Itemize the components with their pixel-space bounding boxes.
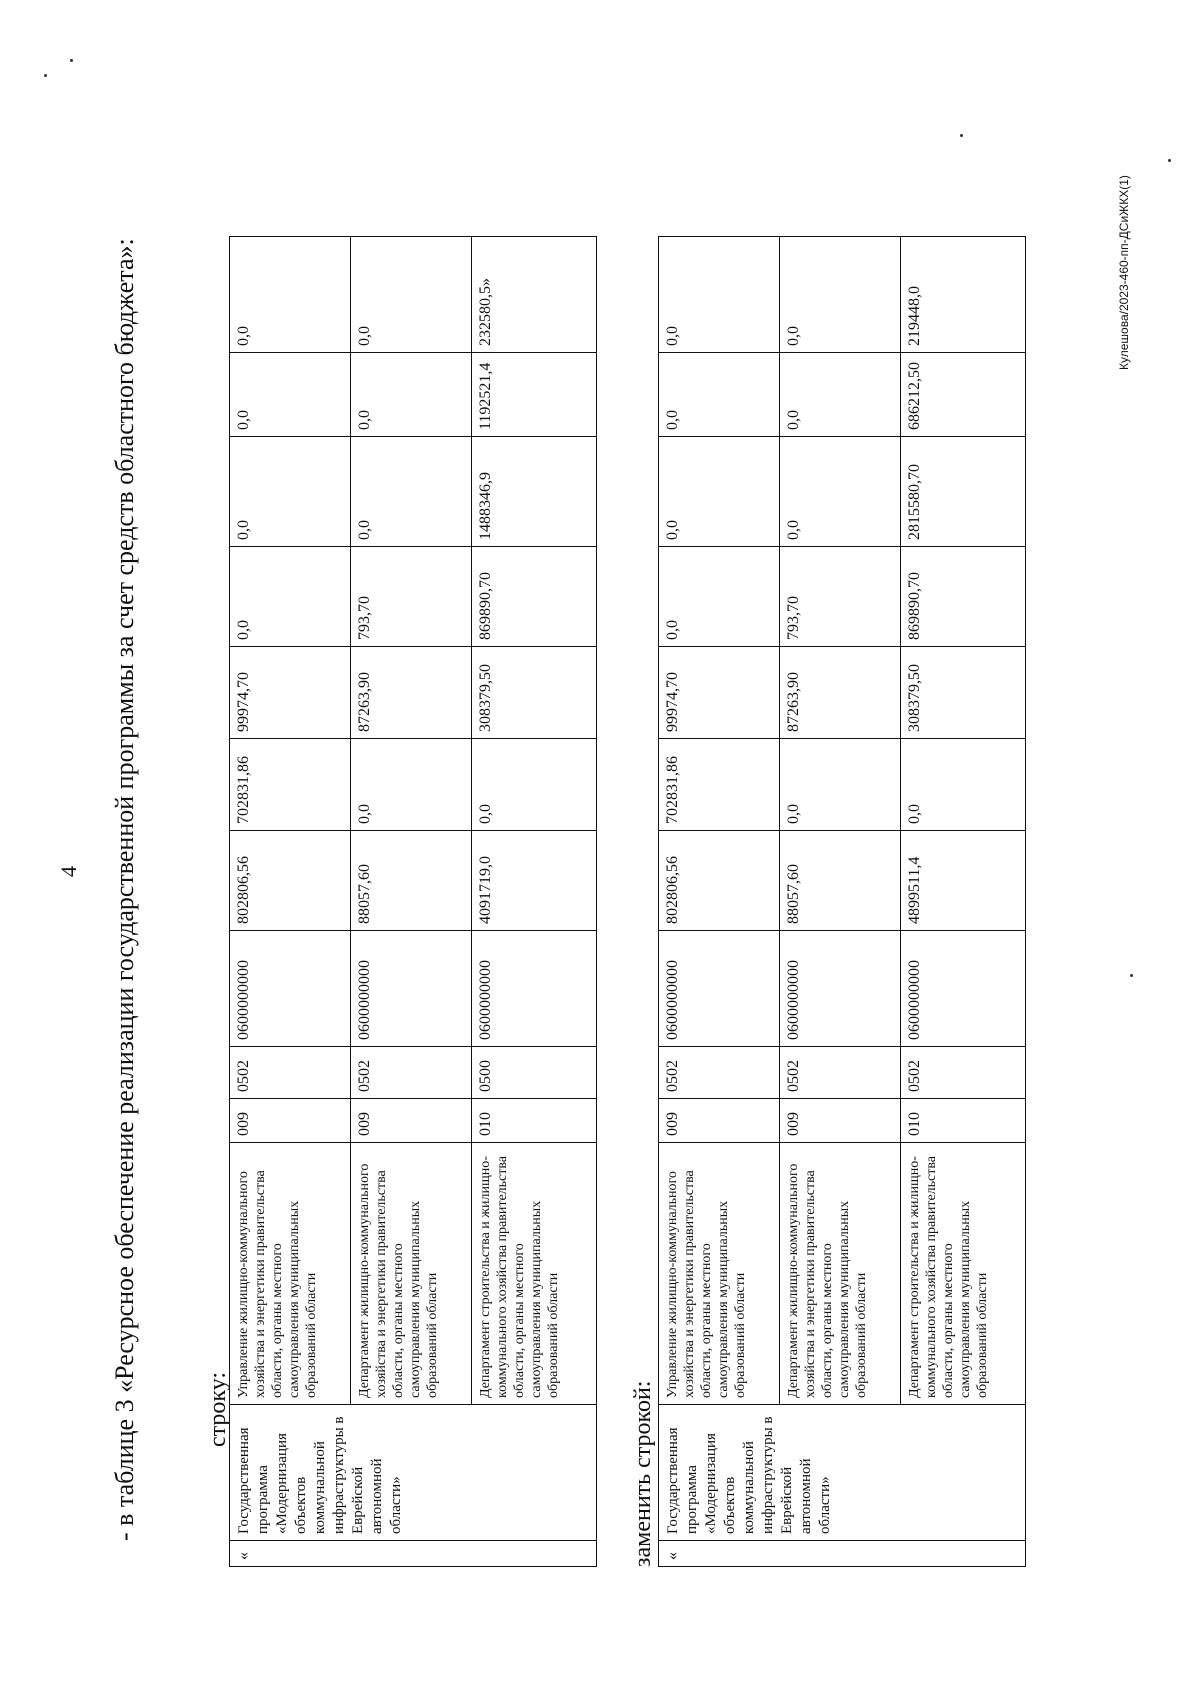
csr-cell: 0600000000: [230, 931, 351, 1047]
executor-cell: Управление жилищно-коммунального хозяйства и энергетики правительства области, органы местного самоуправления муниципальных образований области: [230, 1143, 351, 1405]
year-cell: 0,0: [659, 353, 780, 437]
year-cell: 0,0: [472, 739, 597, 831]
total-cell: 4899511,4: [901, 831, 1026, 931]
year-cell: 702831,86: [659, 739, 780, 831]
grbs-cell: 010: [901, 1099, 1026, 1143]
year-cell: 99974,70: [659, 647, 780, 739]
year-cell: 0,0: [351, 437, 472, 547]
scan-speck: [44, 74, 47, 77]
year-cell: 0,0: [780, 437, 901, 547]
year-cell: 0,0: [901, 739, 1026, 831]
executor-cell: Департамент жилищно-коммунального хозяйства и энергетики правительства области, органы местного самоуправления муниципальных образований области: [780, 1143, 901, 1405]
table-row: [230, 237, 351, 1567]
year-cell: 869890,70: [472, 547, 597, 647]
open-quote: «: [230, 1541, 597, 1567]
year-cell: 0,0: [659, 237, 780, 353]
year-cell: 87263,90: [780, 647, 901, 739]
csr-cell: 0600000000: [901, 931, 1026, 1047]
year-cell: 0,0: [351, 739, 472, 831]
page-number: 4: [56, 866, 81, 877]
year-cell: 0,0: [659, 437, 780, 547]
total-cell: 802806,56: [659, 831, 780, 931]
year-cell: 308379,50: [901, 647, 1026, 739]
rzpr-cell: 0502: [351, 1047, 472, 1099]
scan-speck: [1130, 974, 1133, 977]
year-cell: 0,0: [780, 739, 901, 831]
csr-cell: 0600000000: [472, 931, 597, 1047]
rzpr-cell: 0502: [230, 1047, 351, 1099]
year-cell: 0,0: [780, 237, 901, 353]
scan-speck: [1168, 159, 1171, 162]
program-name: Государственная программа «Модернизация объектов коммунальной инфраструктуры в Еврейской автономной области»: [230, 1405, 597, 1541]
amendment-heading: - в таблице 3 «Ресурсное обеспечение реализации государственной программы за счет средств областного бюджета»:: [110, 238, 139, 1541]
year-cell: 1192521,4: [472, 353, 597, 437]
year-cell: 0,0: [230, 237, 351, 353]
grbs-cell: 009: [780, 1099, 901, 1143]
year-cell: 99974,70: [230, 647, 351, 739]
year-cell: 0,0: [351, 237, 472, 353]
csr-cell: 0600000000: [659, 931, 780, 1047]
year-cell: 0,0: [230, 353, 351, 437]
table-row: [659, 237, 780, 1567]
year-cell: 219448,0: [901, 237, 1026, 353]
csr-cell: 0600000000: [351, 931, 472, 1047]
year-cell: 0,0: [780, 353, 901, 437]
year-cell: 0,0: [659, 547, 780, 647]
total-cell: 4091719,0: [472, 831, 597, 931]
table-row: [780, 237, 901, 1567]
total-cell: 88057,60: [780, 831, 901, 931]
new-resource-table: [658, 236, 1026, 1567]
label-new-row: заменить строкой:: [630, 1380, 656, 1567]
grbs-cell: 009: [351, 1099, 472, 1143]
total-cell: 802806,56: [230, 831, 351, 931]
executor-cell: Департамент жилищно-коммунального хозяйства и энергетики правительства области, органы местного самоуправления муниципальных образований области: [351, 1143, 472, 1405]
year-cell: 0,0: [351, 353, 472, 437]
year-cell: 793,70: [351, 547, 472, 647]
executor-cell: Департамент строительства и жилищно-коммунального хозяйства правительства области, органы местного самоуправления муниципальных образований области: [901, 1143, 1026, 1405]
executor-cell: Управление жилищно-коммунального хозяйства и энергетики правительства области, органы местного самоуправления муниципальных образований области: [659, 1143, 780, 1405]
year-cell: 2815580,70: [901, 437, 1026, 547]
scan-speck: [70, 59, 73, 62]
label-old-row: строку:: [205, 1371, 231, 1447]
grbs-cell: 009: [230, 1099, 351, 1143]
rzpr-cell: 0500: [472, 1047, 597, 1099]
csr-cell: 0600000000: [780, 931, 901, 1047]
rzpr-cell: 0502: [901, 1047, 1026, 1099]
open-quote: «: [659, 1541, 1026, 1567]
grbs-cell: 009: [659, 1099, 780, 1143]
year-cell: 232580,5»: [472, 237, 597, 353]
table-row: [472, 237, 597, 1567]
year-cell: 702831,86: [230, 739, 351, 831]
year-cell: 87263,90: [351, 647, 472, 739]
executor-cell: Департамент строительства и жилищно-коммунального хозяйства правительства области, органы местного самоуправления муниципальных образований области: [472, 1143, 597, 1405]
table-row: [901, 237, 1026, 1567]
program-name: Государственная программа «Модернизация объектов коммунальной инфраструктуры в Еврейской автономной области»: [659, 1405, 1026, 1541]
year-cell: 1488346,9: [472, 437, 597, 547]
document-code: Кулешова/2023-460-пп-ДСиЖКХ(1): [1117, 175, 1131, 370]
total-cell: 88057,60: [351, 831, 472, 931]
grbs-cell: 010: [472, 1099, 597, 1143]
year-cell: 686212,50: [901, 353, 1026, 437]
year-cell: 793,70: [780, 547, 901, 647]
table-row: [351, 237, 472, 1567]
old-resource-table: [229, 236, 597, 1567]
rzpr-cell: 0502: [780, 1047, 901, 1099]
scan-speck: [960, 134, 963, 137]
year-cell: 0,0: [230, 547, 351, 647]
rzpr-cell: 0502: [659, 1047, 780, 1099]
year-cell: 869890,70: [901, 547, 1026, 647]
year-cell: 0,0: [230, 437, 351, 547]
year-cell: 308379,50: [472, 647, 597, 739]
